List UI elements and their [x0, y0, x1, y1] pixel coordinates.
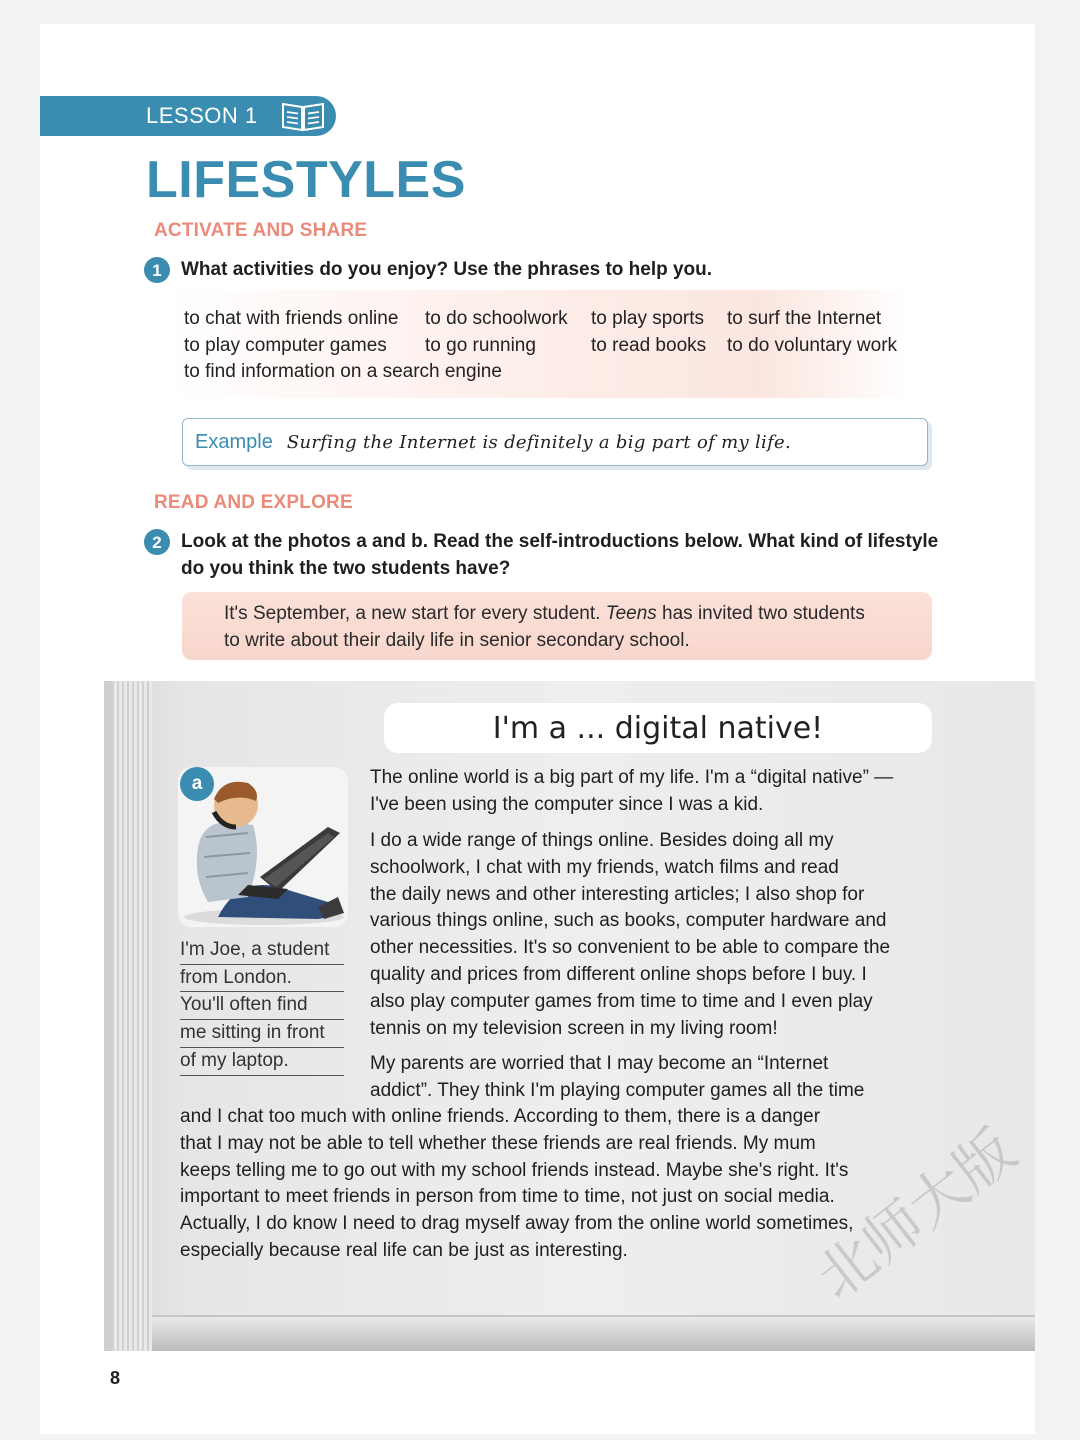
- article-paragraph-2: [370, 828, 890, 1042]
- article-line: Actually, I do know I need to drag myself away from the online world sometimes,: [180, 1213, 854, 1235]
- intro-text-part: to write about their daily life in senior secondary school.: [224, 630, 690, 651]
- lesson-label: LESSON 1: [146, 103, 258, 128]
- article-line: tennis on my television screen in my living room!: [370, 1017, 778, 1039]
- article-paragraph-3-top: [370, 1051, 864, 1105]
- phrase-item: to go running: [425, 335, 536, 356]
- article-line: the daily news and other interesting articles; I also shop for: [370, 883, 865, 905]
- task-number-badge: 2: [144, 529, 170, 555]
- article-line: I do a wide range of things online. Besides doing all my: [370, 830, 834, 851]
- article-line: The online world is a big part of my life. I'm a “digital native” —: [370, 767, 894, 788]
- intro-box: [182, 592, 932, 660]
- phrase-item: to play computer games: [184, 335, 387, 356]
- article-line: that I may not be able to tell whether these friends are real friends. My mum: [180, 1132, 816, 1154]
- article-line: My parents are worried that I may become an “Internet: [370, 1053, 829, 1074]
- article-line: addict”. They think I'm playing computer games all the time: [370, 1079, 865, 1101]
- example-text: Surfing the Internet is definitely a big part of my life.: [286, 431, 792, 453]
- article-paragraph-1: [370, 765, 893, 819]
- intro-text-part: It's September, a new start for every student.: [224, 603, 606, 624]
- section-heading-read: READ AND EXPLORE: [154, 492, 353, 513]
- article-line: keeps telling me to go out with my school friends instead. Maybe she's right. It's: [180, 1159, 849, 1181]
- phrase-item: to read books: [591, 335, 707, 356]
- section-heading-activate: ACTIVATE AND SHARE: [154, 220, 368, 241]
- phrase-item: to do voluntary work: [727, 335, 898, 356]
- phrase-box: [170, 290, 910, 398]
- textbook-page: [40, 24, 1035, 1434]
- magazine-name: Teens: [605, 603, 657, 624]
- photo-badge: a: [180, 767, 214, 801]
- task-2-line: do you think the two students have?: [181, 558, 511, 579]
- phrase-item: to do schoolwork: [425, 308, 568, 329]
- caption-line: You'll often find: [180, 992, 344, 1020]
- phrase-item: to surf the Internet: [727, 308, 882, 329]
- task-2-text: [181, 528, 938, 582]
- example-label: Example: [195, 430, 273, 453]
- task-1-text: What activities do you enjoy? Use the phrases to help you.: [181, 259, 713, 280]
- intro-text: [224, 600, 932, 654]
- example-box: [182, 418, 928, 466]
- caption-line: I'm Joe, a student: [180, 937, 344, 965]
- article-line: important to meet friends in person from time to time, not just on social media.: [180, 1186, 835, 1208]
- article-line: and I chat too much with online friends. According to them, there is a danger: [180, 1106, 821, 1127]
- phrase-item: to play sports: [591, 308, 704, 329]
- task-2: [144, 528, 938, 582]
- magazine-page-edges: [112, 681, 152, 1351]
- watermark-text: 北师大版: [803, 1115, 1029, 1313]
- task-number-badge: 1: [144, 257, 170, 283]
- article-line: various things online, such as books, computer hardware and: [370, 910, 887, 932]
- magazine-bottom-edge: [152, 1315, 1035, 1351]
- page-number: 8: [110, 1368, 121, 1388]
- open-book-icon: [280, 100, 326, 132]
- intro-text-part: has invited two students: [656, 603, 865, 624]
- phrase-item: to chat with friends online: [184, 308, 399, 329]
- task-2-line: Look at the photos a and b. Read the self-introductions below. What kind of lifestyle: [181, 531, 939, 552]
- lesson-tab: [40, 96, 336, 136]
- phrase-item: to find information on a search engine: [184, 361, 502, 382]
- caption-line: me sitting in front: [180, 1020, 344, 1048]
- caption-line: of my laptop.: [180, 1048, 344, 1076]
- article-line: I've been using the computer since I was a kid.: [370, 793, 764, 815]
- article-line: other necessities. It's so convenient to be able to compare the: [370, 937, 891, 959]
- caption-line: from London.: [180, 965, 344, 993]
- article-paragraph-3-bottom: [180, 1104, 853, 1265]
- article-line: quality and prices from different online shops before I buy. I: [370, 963, 867, 985]
- article-title: I'm a ... digital native!: [384, 703, 932, 753]
- article-line: schoolwork, I chat with my friends, watch films and read: [370, 856, 839, 878]
- article-line: also play computer games from time to time and I even play: [370, 990, 873, 1012]
- article-line: especially because real life can be just as interesting.: [180, 1239, 628, 1261]
- photo-caption: [180, 937, 344, 1076]
- lesson-title: LIFESTYLES: [146, 151, 466, 209]
- task-1: [144, 256, 712, 283]
